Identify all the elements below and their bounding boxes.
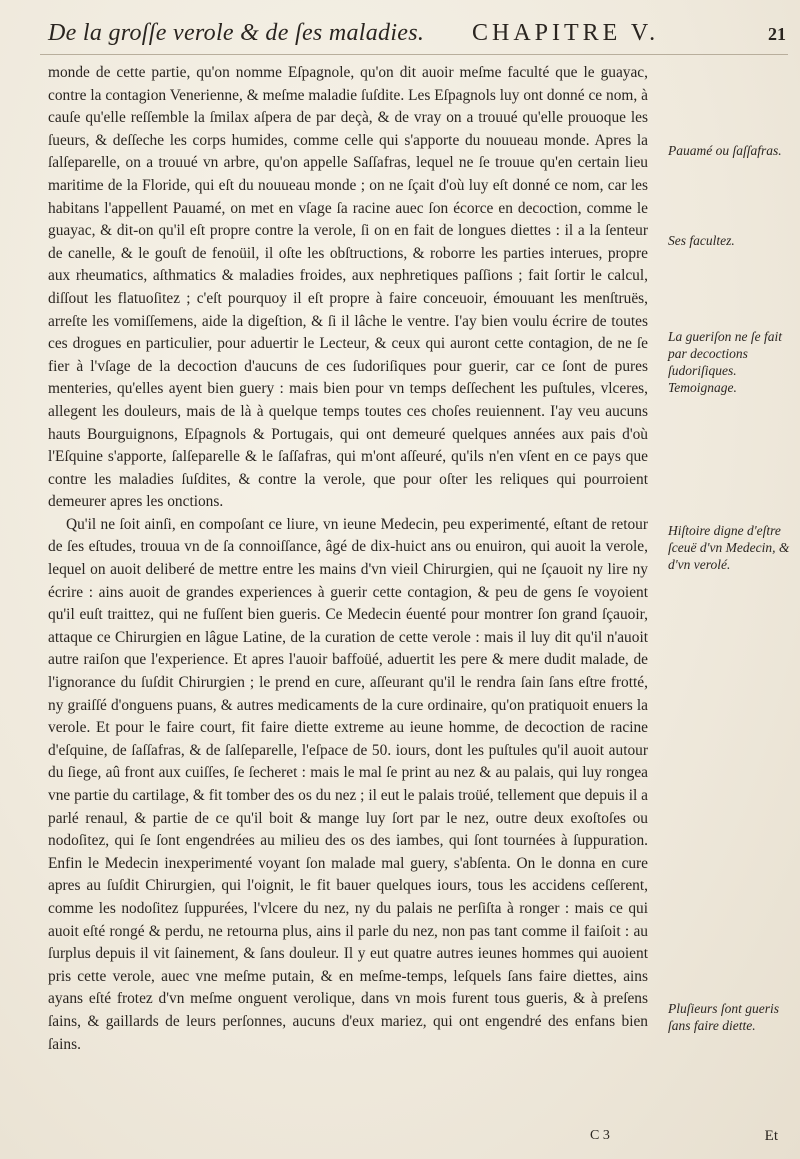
margin-note: Pauamé ou ſaſſafras. xyxy=(668,143,782,158)
margin-note: Ses facultez. xyxy=(668,233,735,248)
catchword: Et xyxy=(764,1128,778,1144)
margin-note: Hiſtoire digne d'eſtre ſceuë d'vn Medecin, & d'vn verolé. xyxy=(668,523,790,572)
margin-note: La gueriſon ne ſe fait par decoctions ſudoriſiques. Temoignage. xyxy=(668,329,782,395)
chapter-heading: CHAPITRE V. xyxy=(472,20,660,46)
margin-note: Pluſieurs ſont gueris ſans faire diette. xyxy=(668,1001,779,1033)
running-header xyxy=(40,14,788,55)
page-number: 21 xyxy=(768,24,786,44)
signature-mark: C 3 xyxy=(590,1128,610,1143)
paragraph: monde de cette partie, qu'on nomme Eſpagnole, qu'on dit auoir meſme faculté que le guayac, contre la contagion Venerienne, & meſme maladie ſuſdite. Les Eſpagnols luy ont donné ce nom, à cauſe qu'elle reſſemble la ſmilax aſpera de par deçà, & de vray on a trouué qu'elle prouoque les ſueurs, & deſſeche les corps humides, comme celle qui s'apporte du nouueau monde. Apres la ſalſeparelle, on a trouué vn arbre, qu'on appelle Saſſafras, lequel ne ſe trouue qu'en certain lieu maritime de la Floride, qui eſt du nouueau monde ; on ne ſçait d'où luy eſt donné ce nom, car les habitans l'appellent Pauamé, on met en vſage ſa racine auec ſon écorce en decoction, comme le guayac, & dit-on qu'il eſt propre contre la verole, ſi on en fait de longues diettes : il a la ſenteur de canelle, & le gouſt de fenoüil, il oſte les obſtructions, & roborre les parties interues, propre aux rheumatics, aſthmatics & maladies froides, aux nephretiques paſſions ; fait ſortir le calcul, diſſout les flatuoſitez ; c'eſt pourquoy il eſt propre à faire conceuoir, émouuant les menſtruës, arreſte les vomiſſemens, aide la digeſtion, & ſi il lâche le ventre. I'ay bien voulu écrire de toutes ces drogues en particulier, pour aduertir le Lecteur, & ceux qui auront cette contagion, de ne ſe fier à l'vſage de la decoction d'aucuns de ces ſudoriſiques pour guerir, car ce ſont de pures menteries, qu'elles ayent bien guery : mais bien pour vn temps deſſechent les puſtules, vlceres, allegent les douleurs, mais de là à quelque temps toutes ces choſes reuiennent. I'ay veu aucuns hauts Bourguignons, Eſpagnols & Portugais, qui ont demeuré quelques années aux pais d'où l'Eſquine s'apporte, ſalſeparelle & le ſaſſafras, qui m'ont aſſeuré, qu'ils n'en vſent en ce pays que contre les maladies ſuſdites, & contre la verole, que pour oſter les reliques qui pourroient demeurer apres les onctions. xyxy=(48,64,648,511)
paragraph: Qu'il ne ſoit ainſi, en compoſant ce liure, vn ieune Medecin, peu experimenté, eſtant de retour de ſes eſtudes, trouua vn de ſa connoiſſance, âgé de dix-huict ans ou enuiron, qui auoit la verole, lequel on auoit deliberé de mettre entre les mains d'vn vieil Chirurgien, qui ne ſçauoit ny lire ny écrire : ains auoit de grandes experiences à guerir cette contagion, & peu de gens ſe voyoient qu'il euſt traittez, qui ne fuſſent bien gueris. Ce Medecin éuenté pour montrer ſon grand ſçauoir, attaque ce Chirurgien en lâgue Latine, de la curation de cette verole : mais il luy dit qu'il n'auoit autre raiſon que l'experience. Et apres l'auoir baffoüé, aduertit les pere & mere dudit malade, de l'ignorance du ſuſdit Chirurgien ; le prend en cure, aſſeurant qu'il le rendra ſain ſans eſtre frotté, ny graiſſé d'onguens puans, & autres medicaments de la cure ordinaire, qu'on pratiquoit enuers la verole. Et pour le faire court, fit faire diette extreme au ieune homme, de decoction de racine d'eſquine, de ſaſſafras, & de ſalſeparelle, l'eſpace de 50. iours, dont les puſtules qu'il auoit autour du ſiege, aû front aux cuiſſes, ſe ſecheret : mais le mal ſe print au nez & au palais, qui luy rongea vne partie du cartilage, & fit tomber des os du nez ; il eut le palais troüé, tellement que depuis il a parlé renaul, & partie de ce qu'il boit & mange luy ſort par le nez, outre deux exoſtoſes ou nodoſitez, qui ſe ſont engendrées au milieu des os des iambes, qui ſont tournées à ſuppuration. Enfin le Medecin inexperimenté voyant ſon malade mal guery, s'abſenta. On le donna en cure apres au ſuſdit Chirurgien, qui l'oignit, le fit bauer quelques iours, tous les accidens ceſſerent, comme les nodoſitez ſuppurées, l'vlcere du nez, ny du palais ne perſiſta à ronger : mais ce qui auoit eſté rongé & perdu, ne retourna plus, ains il parle du nez, non pas tant comme il faiſoit : au ſurplus depuis il vit ſainement, & ſans douleur. Il y eut quatre autres ieunes hommes qui auoient pris cette verole, auec vne meſme putain, & en meſme-temps, leſquels ſans faire diettes, ains ayans eſté frotez d'vn meſme onguent verolique, dans vn mois furent tous gueris, & à preſens ſains, & gaillards de leurs perſonnes, aucuns d'eux mariez, qui ont engendré des enfans bien ſains. xyxy=(48,515,648,1053)
main-text xyxy=(48,62,648,1056)
running-title: De la groſſe verole & de ſes maladies. xyxy=(48,20,425,46)
